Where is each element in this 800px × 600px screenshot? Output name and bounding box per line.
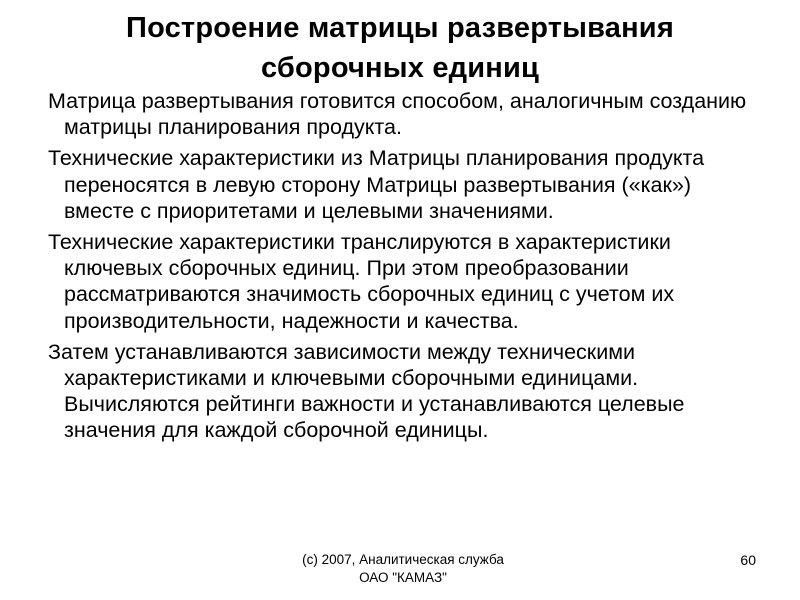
slide-body [48,88,760,449]
slide-title-line-1: Построение матрицы развертывания [126,12,674,44]
slide-title-line-2: сборочных единиц [260,52,540,84]
footer-copyright-line-1: (c) 2007, Аналитическая служба [302,552,504,567]
footer-copyright [268,551,538,587]
footer-copyright-line-2: ОАО "КАМАЗ" [359,570,447,585]
body-paragraph-2: Технические характеристики из Матрицы планирования продукта переносятся в левую сторону Матрицы развертывания («как») вместе с приоритетами и целевыми значениями. [48,146,705,223]
page-number: 60 [740,552,756,568]
slide-title [40,8,760,88]
body-paragraph-4: Затем устанавливаются зависимости между техническими характеристиками и ключевыми сборочными единицами. Вычисляются рейтинги важности и устанавливаются целевые значения для каждой сборочной единицы. [48,339,685,443]
body-paragraph-1: Матрица развертывания готовится способом, аналогичным созданию матрицы планирования продукта. [48,89,747,140]
body-paragraph-3: Технические характеристики транслируются в характеристики ключевых сборочных единиц. При этом преобразовании рассматриваются значимость сборочных единиц с учетом их производительности, надежности и качества. [48,230,675,333]
